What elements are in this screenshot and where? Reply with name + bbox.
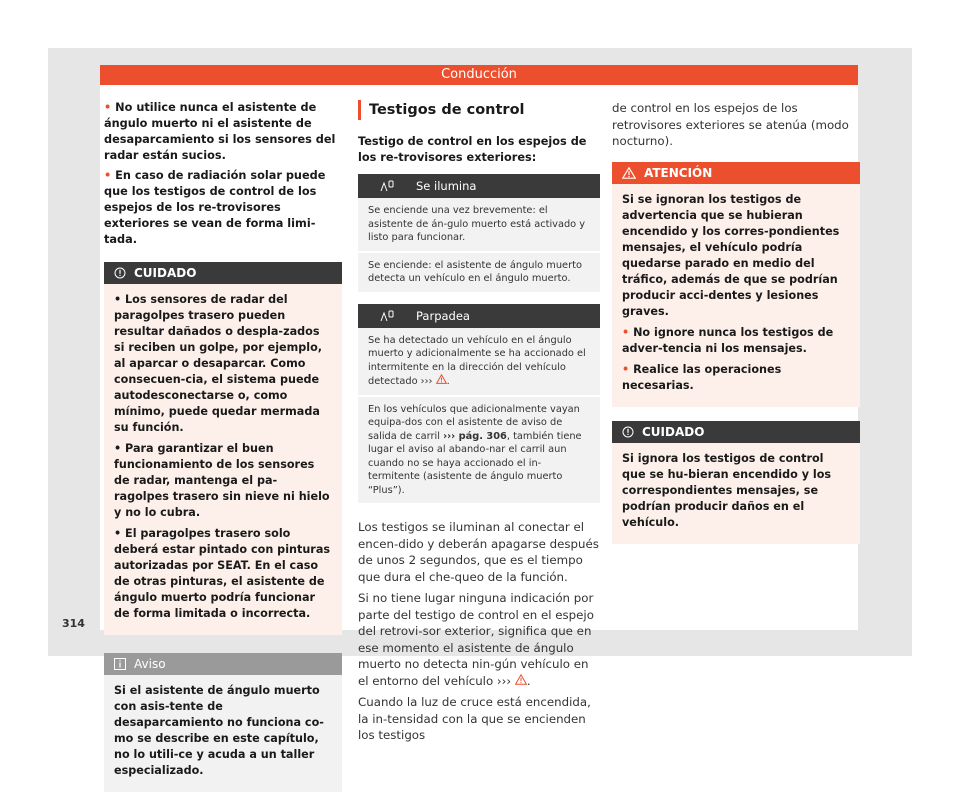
aviso-body: Si el asistente de ángulo muerto con asis-tente de desaparcamiento no funciona co-mo se describe en este capítulo, no lo utili-ce y acuda a un taller especializado. [114, 684, 324, 777]
bullet-dot: • [104, 169, 112, 182]
bullet-dot: • [104, 101, 112, 114]
warning-triangle-icon [436, 374, 447, 389]
page-reference-link[interactable]: ››› pág. 306 [443, 430, 507, 442]
blind-spot-mirror-icon [358, 179, 416, 193]
paragraph: Los testigos se iluminan al conectar el encen-dido y deberán apagarse después de unos 2 segundos, que es el tiempo que dura el che-queo de la función. [358, 520, 599, 584]
cuidado-item: • El paragolpes trasero solo deberá estar pintado con pinturas autorizadas por SEAT. En el caso de otras pinturas, el asistente de ángulo muerto podría funcionar de forma limitada o incorrecta. [114, 527, 331, 620]
info-icon [114, 658, 126, 670]
table-cell: Se ha detectado un vehículo en el ángulo muerto y adicionalmente se ha accionado el intermitente en la dirección del vehículo detectado ››› . [358, 328, 600, 397]
paragraph: Si no tiene lugar ninguna indicación por parte del testigo de control en el espejo del retrovi-sor exterior, significa que en ese momento el asistente de ángulo muerto no detecta nin-gún vehículo en el entorno del vehículo ››› . [358, 591, 594, 688]
aviso-box [104, 653, 342, 792]
chapter-header: Conducción [100, 65, 858, 85]
cuidado-item: • Los sensores de radar del paragolpes trasero pueden resultar dañados o despla-zados si reciben un golpe, por ejemplo, al aparcar o desaparcar. Como consecuen-cia, el sistema puede autodesconectarse o, como mínimo, puede quedar mermada su función. [114, 293, 323, 434]
cuidado-header: CUIDADO [104, 262, 342, 284]
atencion-bullet: • No ignore nunca los testigos de adver-tencia ni los mensajes. [622, 325, 834, 355]
aviso-header: Aviso [104, 653, 342, 675]
notice-circle-icon [622, 426, 634, 438]
cuidado-header: CUIDADO [612, 421, 860, 443]
blind-spot-mirror-icon [358, 309, 416, 323]
cuidado-body [104, 284, 342, 635]
column-left [104, 100, 342, 792]
cuidado-box [612, 421, 860, 544]
page-number: 314 [62, 617, 85, 630]
cuidado-item: • Para garantizar el buen funcionamiento de los sensores de radar, mantenga el pa-ragolpes trasero sin nieve ni hielo y no lo cubra. [114, 442, 330, 519]
column-right [612, 100, 860, 544]
atencion-bullet: • Realice las operaciones necesarias. [622, 362, 782, 392]
table-header-parpadea: Parpadea [358, 304, 600, 328]
notice-circle-icon [114, 267, 126, 279]
warning-triangle-icon [515, 673, 527, 690]
table-cell: Se enciende una vez brevemente: el asistente de án-gulo muerto está activado y listo para funcionar. [358, 198, 600, 253]
atencion-body: Si se ignoran los testigos de advertencia que se hubieran encendido y los corres-pondientes mensajes, el vehículo podría quedarse parado en medio del tráfico, además de que se podrían producir acci-dentes y lesiones graves. • No ignore nunca los testigos de adver-tencia ni los mensajes. • Realice las operaciones necesarias. [612, 184, 860, 407]
table-header-ilumina: Se ilumina [358, 174, 600, 198]
paragraph: Cuando la luz de cruce está encendida, la in-tensidad con la que se encienden los testigos [358, 695, 591, 742]
warning-triangle-icon [622, 167, 636, 179]
atencion-header: ATENCIÓN [612, 162, 860, 184]
table-cell: En los vehículos que adicionalmente vayan equipa-dos con el asistente de aviso de salida de carril ››› pág. 306, también tiene lugar el aviso al abando-nar el carril aun cuando no se haya accionado el in-termitente (asistente de ángulo muerto “Plus”). [358, 397, 600, 506]
column-middle [358, 100, 600, 749]
table-subtitle: Testigo de control en los espejos de los re-trovisores exteriores: [358, 135, 587, 164]
table-cell: Se enciende: el asistente de ángulo muerto detecta un vehículo en el ángulo muerto. [358, 253, 600, 294]
paragraph: de control en los espejos de los retrovisores exteriores se atenúa (modo nocturno). [612, 101, 849, 148]
cuidado-box [104, 262, 342, 635]
bullet-item: • En caso de radiación solar puede que los testigos de control de los espejos de los re-trovisores exteriores se vean de forma limi-tada. [104, 169, 326, 246]
cuidado-body: Si ignora los testigos de control que se hu-bieran encendido y los correspondientes mensajes, se podrían producir daños en el vehículo. [622, 451, 832, 529]
atencion-box [612, 162, 860, 407]
section-title: Testigos de control [358, 100, 600, 120]
bullet-item: • No utilice nunca el asistente de ángulo muerto ni el asistente de desaparcamiento si los sensores del radar están sucios. [104, 101, 336, 162]
